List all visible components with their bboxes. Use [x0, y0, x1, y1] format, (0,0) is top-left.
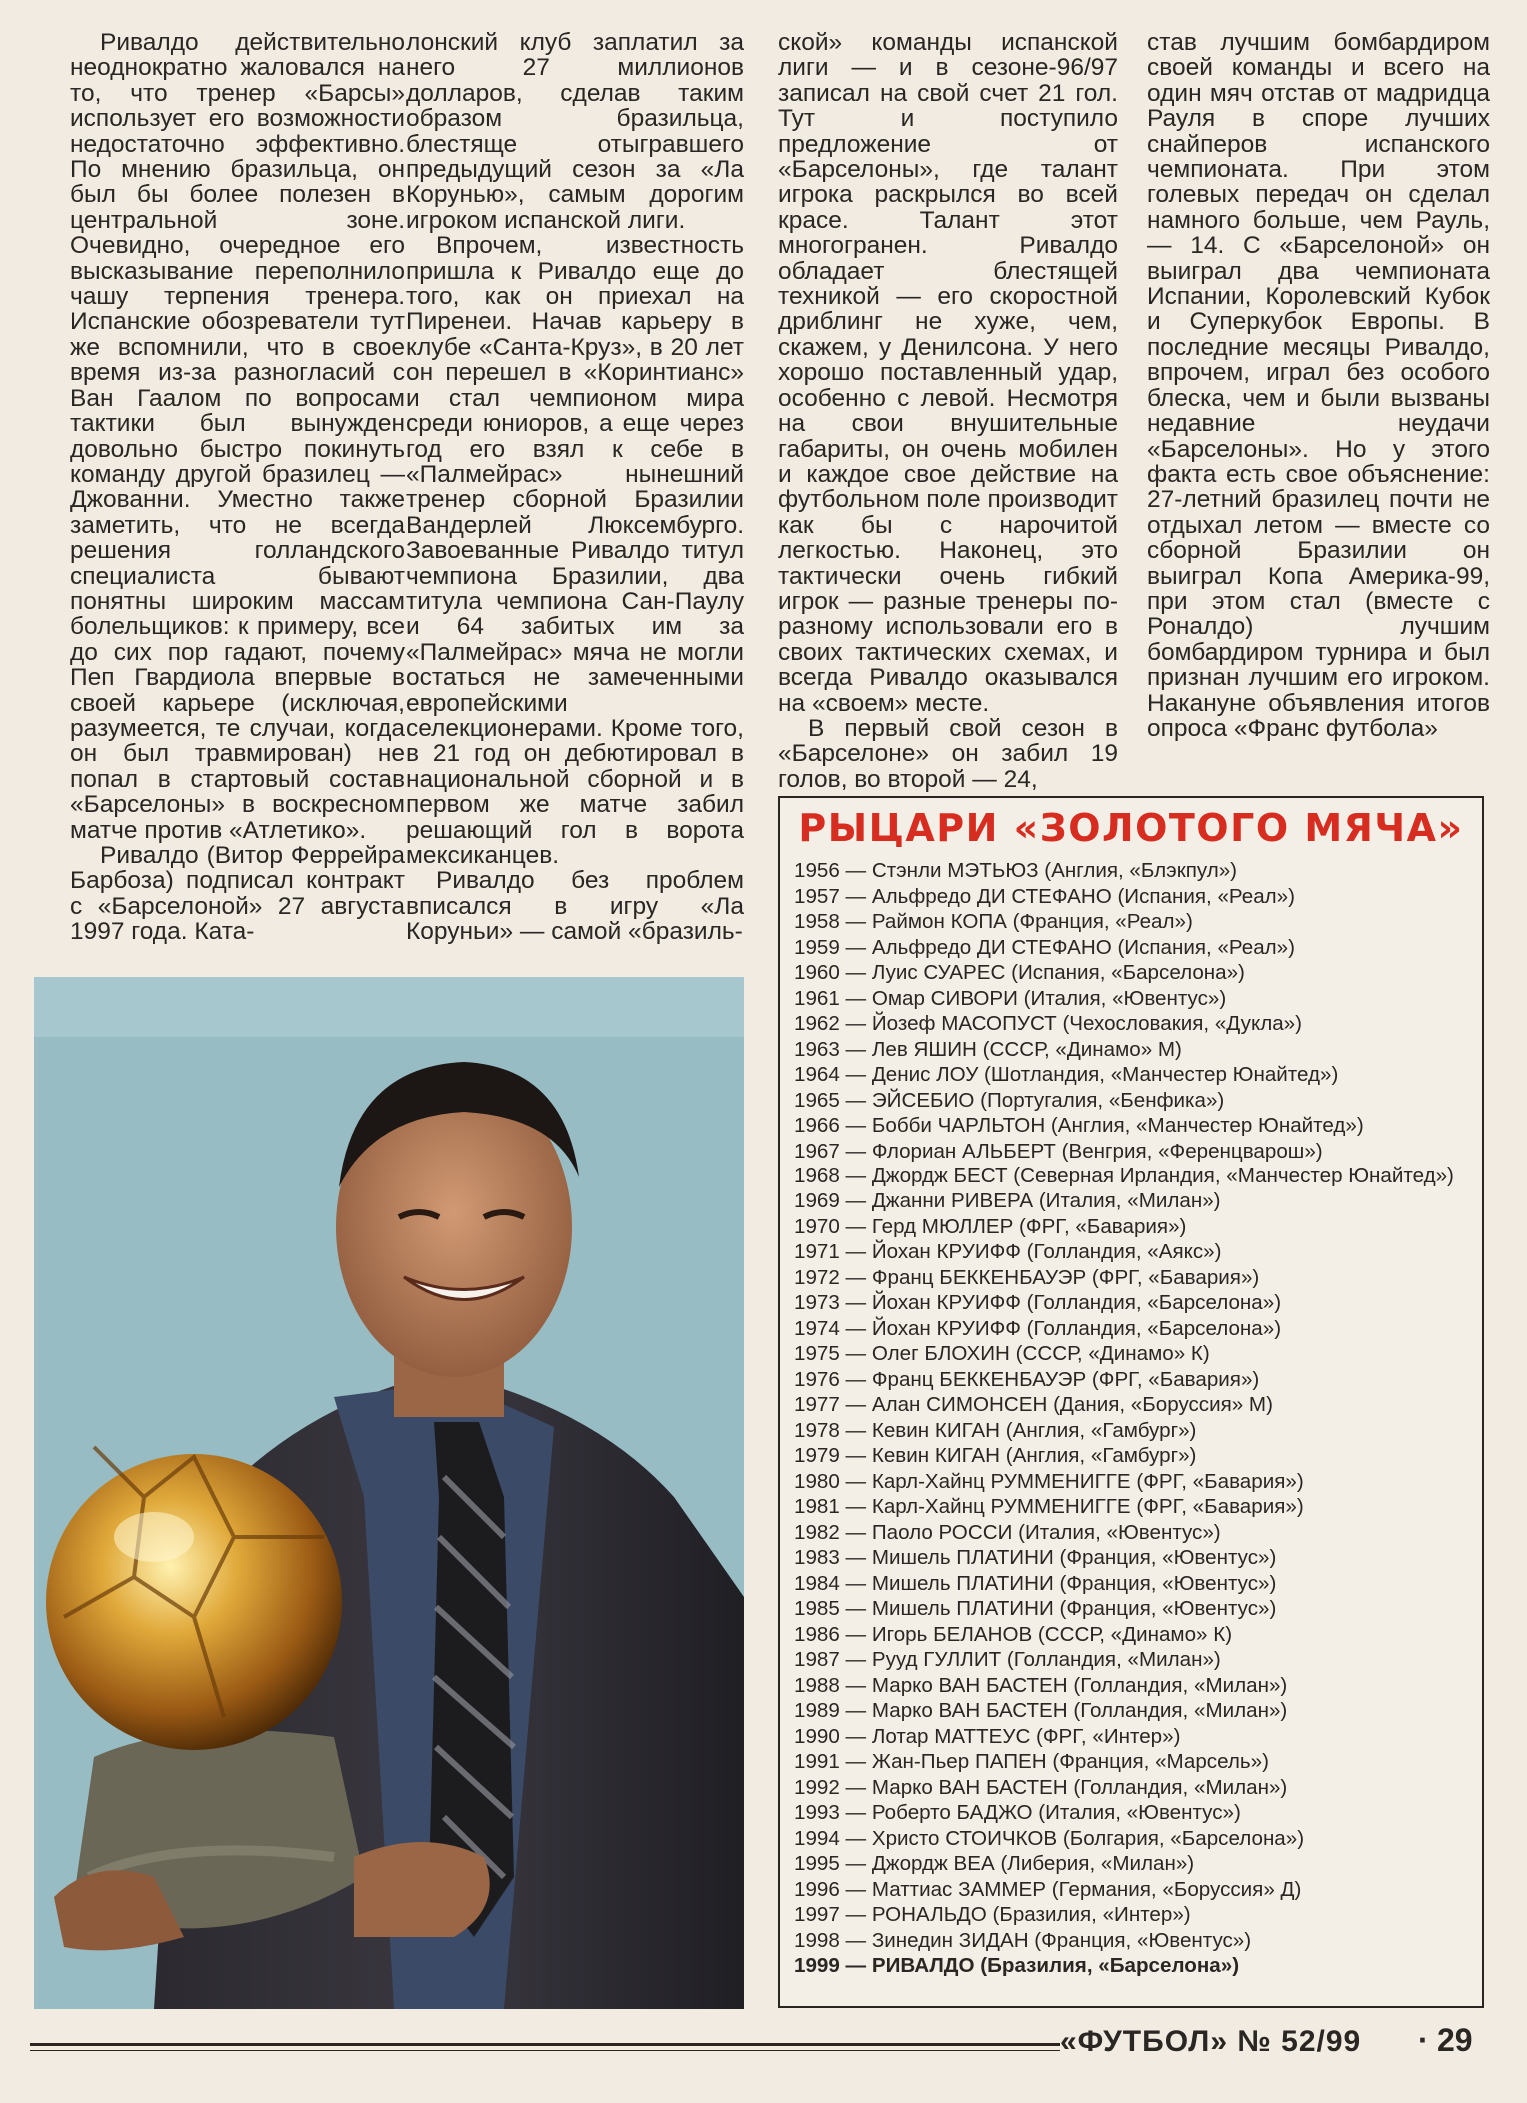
winner-entry: 1977 — Алан СИМОНСЕН (Дания, «Боруссия» М)	[794, 1393, 1273, 1416]
winner-entry: 1961 — Омар СИВОРИ (Италия, «Ювентус»)	[794, 986, 1227, 1010]
winner-entry: 1980 — Карл-Хайнц РУММЕНИГГЕ (ФРГ, «Бавария»)	[794, 1469, 1304, 1493]
winner-entry: 1997 — РОНАЛЬДО (Бразилия, «Интер»)	[794, 1903, 1191, 1926]
player-photo	[34, 977, 744, 2009]
article-column-3	[778, 30, 1118, 792]
article-paragraph: Впрочем, известность пришла к Ривалдо еще до того, как он приехал на Пиренеи. Начав карьеру в клубе «Санта-Круз», в 20 лет он перешел в «Коринтианс» и стал чемпионом мира среди юниоров, а еще через год его взял к себе в «Палмейрас» нынешний тренер сборной Бразилии Вандерлей Люксембурго. Завоеванные Ривалдо титул чемпиона Бразилии, два титула чемпиона Сан-Паулу и 64 забитых им за «Палмейрас» мяча не могли остаться не замеченными европейскими селекционерами. Кроме того, в 21 год он дебютировал в национальной сборной и в первом же матче забил решающий гол в ворота мексиканцев.	[406, 232, 744, 869]
winner-entry: 1999 — РИВАЛДО (Бразилия, «Барселона»)	[794, 1954, 1240, 1977]
article-paragraph: В первый свой сезон в «Барселоне» он забил 19 голов, во второй — 24,	[778, 714, 1118, 793]
winner-entry: 1965 — ЭЙСЕБИО (Португалия, «Бенфика»)	[794, 1088, 1225, 1112]
winner-entry: 1968 — Джордж БЕСТ (Северная Ирландия, «Манчестер Юнайтед»)	[794, 1164, 1454, 1187]
winner-entry: 1982 — Паоло РОССИ (Италия, «Ювентус»)	[794, 1520, 1221, 1544]
winner-entry: 1966 — Бобби ЧАРЛЬТОН (Англия, «Манчестер Юнайтед»)	[794, 1114, 1364, 1137]
winners-list	[780, 858, 1482, 1979]
article-paragraph: ской» команды испанской лиги — и в сезоне-96/97 записал на свой счет 21 гол. Тут и поступило предложение от «Барселоны», где талант игрока раскрылся во всей красе. Талант этот многогранен. Ривалдо обладает блестящей техникой — его скоростной дриблинг не хуже, чем, скажем, у Денилсона. У него хорошо поставленный удар, особенно с левой. Несмотря на свои внушительные габариты, он очень мобилен и каждое свое действие на футбольном поле производит как бы с нарочитой легкостью. Наконец, это тактически очень гибкий игрок — разные тренеры по-разному использовали его в своих тактических схемах, и всегда Ривалдо оказывался на «своем» месте.	[778, 29, 1118, 717]
winner-entry: 1992 — Марко ВАН БАСТЕН (Голландия, «Милан»)	[794, 1775, 1288, 1799]
winner-entry: 1987 — Рууд ГУЛЛИТ (Голландия, «Милан»)	[794, 1648, 1221, 1671]
box-title: РЫЦАРИ «ЗОЛОТОГО МЯЧА»	[798, 806, 1464, 850]
winner-entry: 1985 — Мишель ПЛАТИНИ (Франция, «Ювентус»)	[794, 1597, 1277, 1620]
page-number: 29	[1437, 2022, 1473, 2058]
winner-entry: 1957 — Альфредо ДИ СТЕФАНО (Испания, «Реал»)	[794, 884, 1295, 908]
winner-entry: 1991 — Жан-Пьер ПАПЕН (Франция, «Марсель»)	[794, 1750, 1269, 1773]
winner-entry: 1958 — Раймон КОПА (Франция, «Реал»)	[794, 910, 1193, 933]
winner-entry: 1983 — Мишель ПЛАТИНИ (Франция, «Ювентус»)	[794, 1546, 1277, 1569]
winner-entry: 1967 — Флориан АЛЬБЕРТ (Венгрия, «Ференцварош»)	[794, 1139, 1323, 1163]
winner-entry: 1975 — Олег БЛОХИН (СССР, «Динамо» К)	[794, 1342, 1210, 1365]
article-paragraph: Ривалдо без проблем вписался в игру «Ла Коруньи» — самой «бразиль-	[406, 867, 744, 946]
article-paragraph: лонский клуб заплатил за него 27 миллионов долларов, сделав таким образом бразильца, блестяще отыгравшего предыдущий сезон за «Ла Корунью», самым дорогим игроком испанской лиги.	[406, 29, 744, 234]
winner-entry: 1978 — Кевин КИГАН (Англия, «Гамбург»)	[794, 1418, 1197, 1442]
article-column-2	[406, 30, 744, 945]
article-paragraph: Ривалдо действительно неоднократно жаловался на то, что тренер «Барсы» использует его возможности недостаточно эффективно. По мнению бразильца, он был бы более полезен в центральной зоне. Очевидно, очередное его высказывание переполнило чашу терпения тренера. Испанские обозреватели тут же вспомнили, что в свое время из-за разногласий с Ван Гаалом по вопросам тактики был вынужден довольно быстро покинуть команду другой бразилец — Джованни. Уместно также заметить, что не всегда решения голландского специалиста бывают понятны широким массам болельщиков: к примеру, все до сих пор гадают, почему Пеп Гвардиола впервые в своей карьере (исключая, разумеется, те случаи, когда он был травмирован) не попал в стартовый состав «Барселоны» в воскресном матче против «Атлетико».	[70, 29, 405, 844]
winner-entry: 1994 — Христо СТОИЧКОВ (Болгария, «Барселона»)	[794, 1826, 1305, 1850]
footer-rule	[30, 2043, 1060, 2046]
winner-entry: 1990 — Лотар МАТТЕУС (ФРГ, «Интер»)	[794, 1724, 1181, 1748]
winner-entry: 1956 — Стэнли МЭТЬЮЗ (Англия, «Блэкпул»)	[794, 859, 1238, 882]
article-column-4	[1147, 30, 1490, 741]
winner-entry: 1970 — Герд МЮЛЛЕР (ФРГ, «Бавария»)	[794, 1214, 1187, 1238]
winner-entry: 1972 — Франц БЕККЕНБАУЭР (ФРГ, «Бавария»)	[794, 1265, 1260, 1289]
winner-entry: 1984 — Мишель ПЛАТИНИ (Франция, «Ювентус»)	[794, 1571, 1277, 1595]
winner-entry: 1996 — Маттиас ЗАММЕР (Германия, «Боруссия» Д)	[794, 1877, 1302, 1901]
winner-entry: 1960 — Луис СУАРЕС (Испания, «Барселона»)	[794, 961, 1245, 984]
article-paragraph: став лучшим бомбардиром своей команды и всего на один мяч отстав от мадридца Рауля в споре лучших снайперов испанского чемпионата. При этом голевых передач он сделал намного больше, чем Рауль, — 14. С «Барселоной» он выиграл два чемпионата Испании, Королевский Кубок и Суперкубок Европы. В последние месяцы Ривалдо, впрочем, играл без особого блеска, чем и были вызваны недавние неудачи «Барселоны». Но у этого факта есть свое объяснение: 27-летний бразилец почти не отдыхал летом — вместе со сборной Бразилии он выиграл Копа Америка-99, при этом стал (вместе с Роналдо) лучшим бомбардиром турнира и был признан лучшим его игроком. Накануне объявления итогов опроса «Франс футбола»	[1147, 29, 1490, 742]
winner-entry: 1979 — Кевин КИГАН (Англия, «Гамбург»)	[794, 1444, 1197, 1467]
footer-separator: ·	[1418, 2022, 1429, 2058]
winner-entry: 1993 — Роберто БАДЖО (Италия, «Ювентус»)	[794, 1801, 1241, 1824]
winner-entry: 1976 — Франц БЕККЕНБАУЭР (ФРГ, «Бавария»)	[794, 1367, 1260, 1391]
footer-rule-thin	[30, 2050, 1060, 2051]
winner-entry: 1973 — Йохан КРУИФФ (Голландия, «Барселона»)	[794, 1291, 1282, 1314]
magazine-issue: «ФУТБОЛ» № 52/99	[1060, 2025, 1362, 2058]
winner-entry: 1981 — Карл-Хайнц РУММЕНИГГЕ (ФРГ, «Бавария»)	[794, 1495, 1304, 1518]
article-paragraph: Ривалдо (Витор Феррейра Барбоза) подписал контракт с «Барселоной» 27 августа 1997 года. Ката-	[70, 842, 405, 946]
winner-entry: 1989 — Марко ВАН БАСТЕН (Голландия, «Милан»)	[794, 1699, 1288, 1722]
winner-entry: 1988 — Марко ВАН БАСТЕН (Голландия, «Милан»)	[794, 1673, 1288, 1697]
winner-entry: 1995 — Джордж ВЕА (Либерия, «Милан»)	[794, 1852, 1195, 1875]
winner-entry: 1964 — Денис ЛОУ (Шотландия, «Манчестер Юнайтед»)	[794, 1063, 1339, 1086]
winner-entry: 1962 — Йозеф МАСОПУСТ (Чехословакия, «Дукла»)	[794, 1012, 1302, 1035]
article-column-1	[70, 30, 405, 945]
winner-entry: 1974 — Йохан КРУИФФ (Голландия, «Барселона»)	[794, 1316, 1282, 1340]
winner-entry: 1963 — Лев ЯШИН (СССР, «Динамо» М)	[794, 1037, 1182, 1061]
winner-entry: 1959 — Альфредо ДИ СТЕФАНО (Испания, «Реал»)	[794, 935, 1295, 959]
winner-entry: 1969 — Джанни РИВЕРА (Италия, «Милан»)	[794, 1189, 1221, 1212]
winner-entry: 1971 — Йохан КРУИФФ (Голландия, «Аякс»)	[794, 1240, 1222, 1263]
winner-entry: 1998 — Зинедин ЗИДАН (Франция, «Ювентус»)	[794, 1928, 1252, 1952]
winner-entry: 1986 — Игорь БЕЛАНОВ (СССР, «Динамо» К)	[794, 1622, 1233, 1646]
ballon-dor-winners-box	[778, 796, 1484, 2008]
